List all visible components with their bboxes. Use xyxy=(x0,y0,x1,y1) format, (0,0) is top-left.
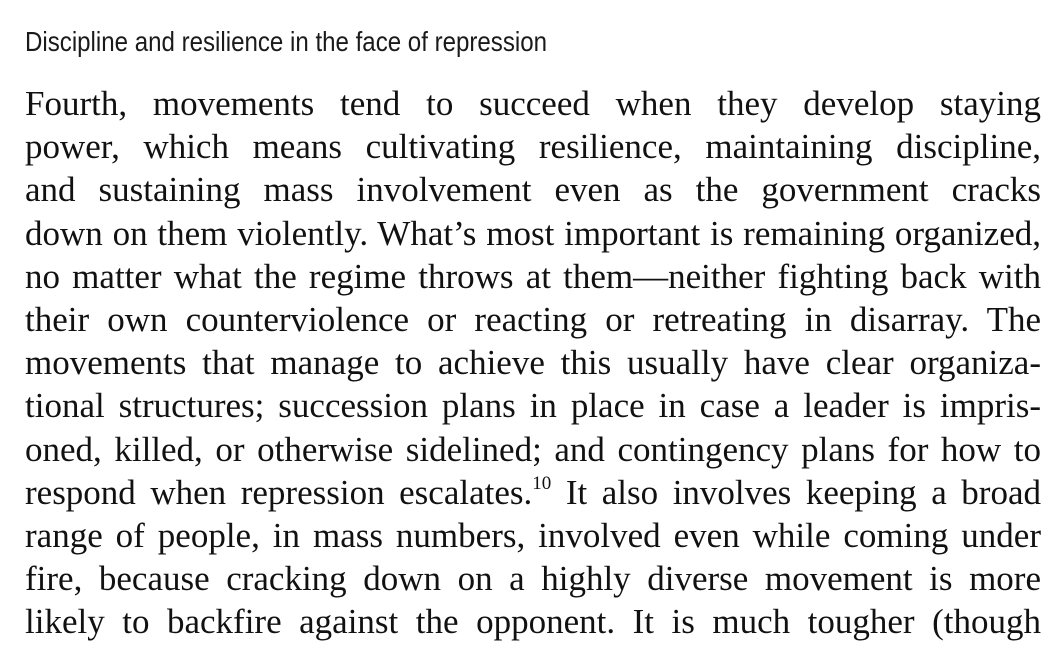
text-line-13: likely to backfire against the opponent. It is much tougher (though xyxy=(25,602,1041,642)
text-line-1: Fourth, movements tend to succeed when they develop staying xyxy=(25,84,1041,123)
text-line-9: oned, killed, or otherwise sidelined; and contingency plans for how to xyxy=(25,429,1041,469)
text-line-7: movements that manage to achieve this usually have clear organiza- xyxy=(25,343,1041,383)
footnote-marker[interactable]: 10 xyxy=(532,473,552,495)
text-line-3: and sustaining mass involvement even as the government cracks xyxy=(25,170,1041,210)
text-line-10-end: It also involves keeping a broad xyxy=(565,472,1041,512)
text-line-11: range of people, in mass numbers, involved even while coming under xyxy=(25,515,1041,555)
text-line-4: down on them violently. What’s most important is remaining organized, xyxy=(25,213,1041,253)
section-heading: Discipline and resilience in the face of repression xyxy=(25,26,548,57)
text-line-8: tional structures; succession plans in place in case a leader is impris- xyxy=(25,386,1041,426)
text-line-10 xyxy=(25,471,1041,514)
text-line-12: fire, because cracking down on a highly diverse movement is more xyxy=(25,559,1041,599)
text-line-5: no matter what the regime throws at them—neither fighting back with xyxy=(25,256,1041,296)
body-paragraph xyxy=(25,82,1041,643)
text-line-10-start: respond when repression escalates. xyxy=(25,472,533,512)
text-line-6: their own counterviolence or reacting or retreating in disarray. The xyxy=(25,299,1041,339)
document-page xyxy=(25,0,1041,656)
text-line-2: power, which means cultivating resilience, maintaining discipline, xyxy=(25,127,1041,167)
